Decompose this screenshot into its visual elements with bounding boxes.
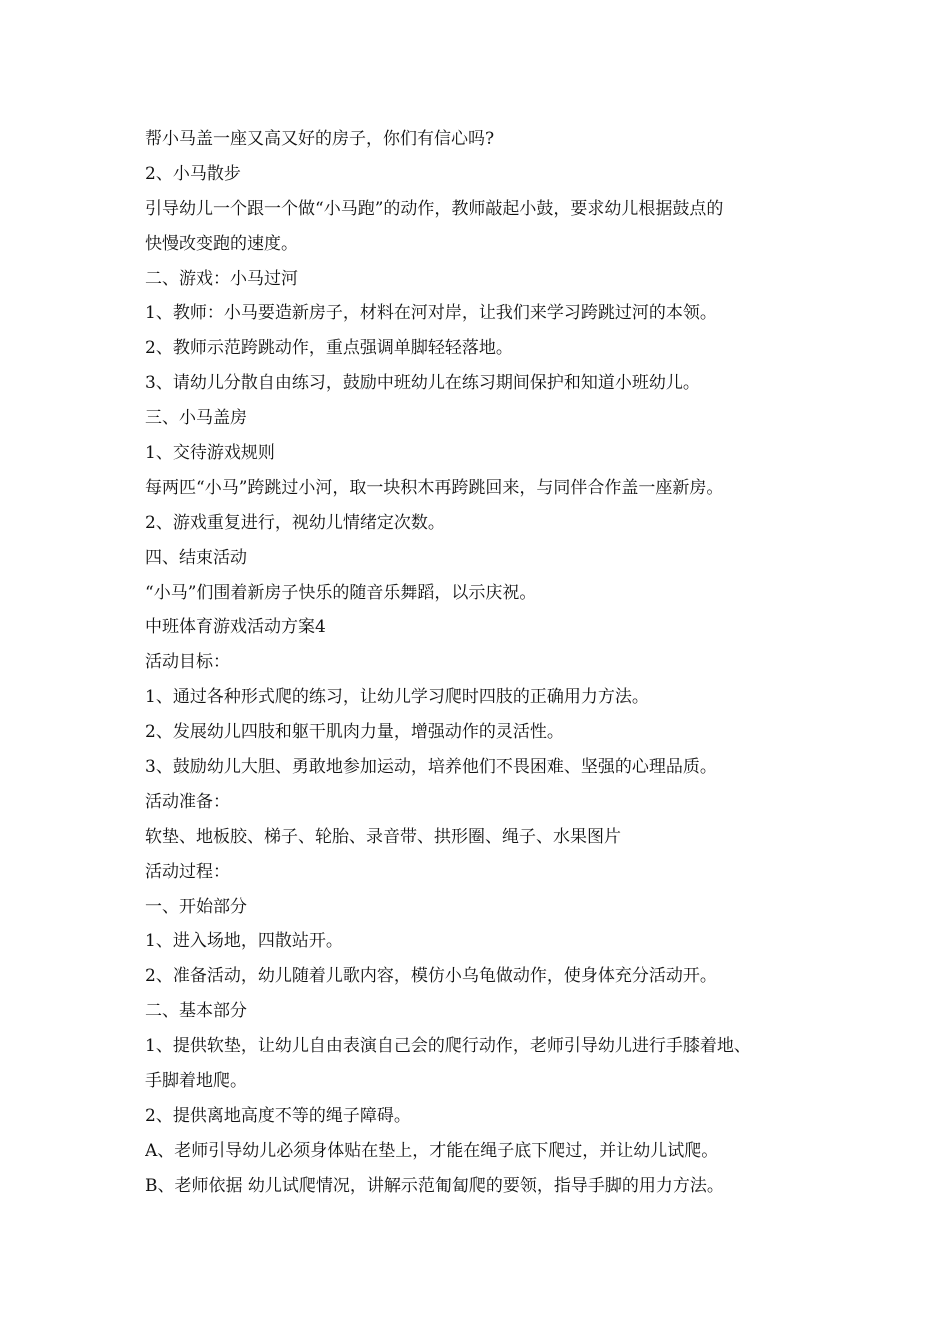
- text-line: 2、提供离地高度不等的绳子障碍。: [145, 1105, 411, 1126]
- text-line: 2、准备活动，幼儿随着儿歌内容，模仿小乌龟做动作，使身体充分活动开。: [145, 966, 717, 987]
- text-line: 手脚着地爬。: [145, 1071, 247, 1092]
- text-line: “小马”们围着新房子快乐的随音乐舞蹈，以示庆祝。: [145, 582, 537, 603]
- text-line: 帮小马盖一座又高又好的房子，你们有信心吗?: [145, 129, 495, 149]
- section-heading: 一、开始部分: [145, 896, 247, 917]
- text-line: 2、游戏重复进行，视幼儿情绪定次数。: [145, 512, 445, 533]
- section-heading: 二、游戏：小马过河: [145, 268, 298, 289]
- text-line: 软垫、地板胶、梯子、轮胎、录音带、拱形圈、绳子、水果图片: [145, 826, 621, 847]
- text-line: 3、鼓励幼儿大胆、勇敢地参加运动，培养他们不畏困难、坚强的心理品质。: [145, 757, 717, 778]
- text-line: 1、交待游戏规则: [145, 443, 275, 464]
- section-heading: 活动目标：: [145, 652, 230, 673]
- text-line: 2、发展幼儿四肢和躯干肌肉力量，增强动作的灵活性。: [145, 722, 564, 743]
- text-line: 1、进入场地，四散站开。: [145, 931, 343, 952]
- section-heading: 三、小马盖房: [145, 408, 247, 429]
- section-heading: 2、小马散步: [145, 163, 241, 184]
- text-line: A、老师引导幼儿必须身体贴在垫上，才能在绳子底下爬过，并让幼儿试爬。: [145, 1140, 719, 1161]
- plan-title: 中班体育游戏活动方案4: [145, 617, 326, 638]
- text-line: 1、教师：小马要造新房子，材料在河对岸，让我们来学习跨跳过河的本领。: [145, 303, 717, 324]
- section-heading: 活动过程：: [145, 861, 230, 882]
- text-line: 1、提供软垫，让幼儿自由表演自己会的爬行动作，老师引导幼儿进行手膝着地、: [145, 1036, 751, 1057]
- document-body: [145, 122, 825, 1204]
- text-line: 引导幼儿一个跟一个做“小马跑”的动作，教师敲起小鼓，要求幼儿根据鼓点的: [145, 198, 724, 219]
- text-line: 1、通过各种形式爬的练习，让幼儿学习爬时四肢的正确用力方法。: [145, 687, 649, 708]
- text-line: 每两匹“小马”跨跳过小河，取一块积木再跨跳回来，与同伴合作盖一座新房。: [145, 477, 724, 498]
- section-heading: 活动准备：: [145, 791, 230, 812]
- text-line: B、老师依据 幼儿试爬情况，讲解示范匍匐爬的要领，指导手脚的用力方法。: [145, 1175, 724, 1196]
- text-line: 3、请幼儿分散自由练习，鼓励中班幼儿在练习期间保护和知道小班幼儿。: [145, 373, 700, 394]
- text-line: 2、教师示范跨跳动作，重点强调单脚轻轻落地。: [145, 338, 513, 359]
- section-heading: 四、结束活动: [145, 547, 247, 568]
- section-heading: 二、基本部分: [145, 1001, 247, 1022]
- text-line: 快慢改变跑的速度。: [145, 233, 298, 254]
